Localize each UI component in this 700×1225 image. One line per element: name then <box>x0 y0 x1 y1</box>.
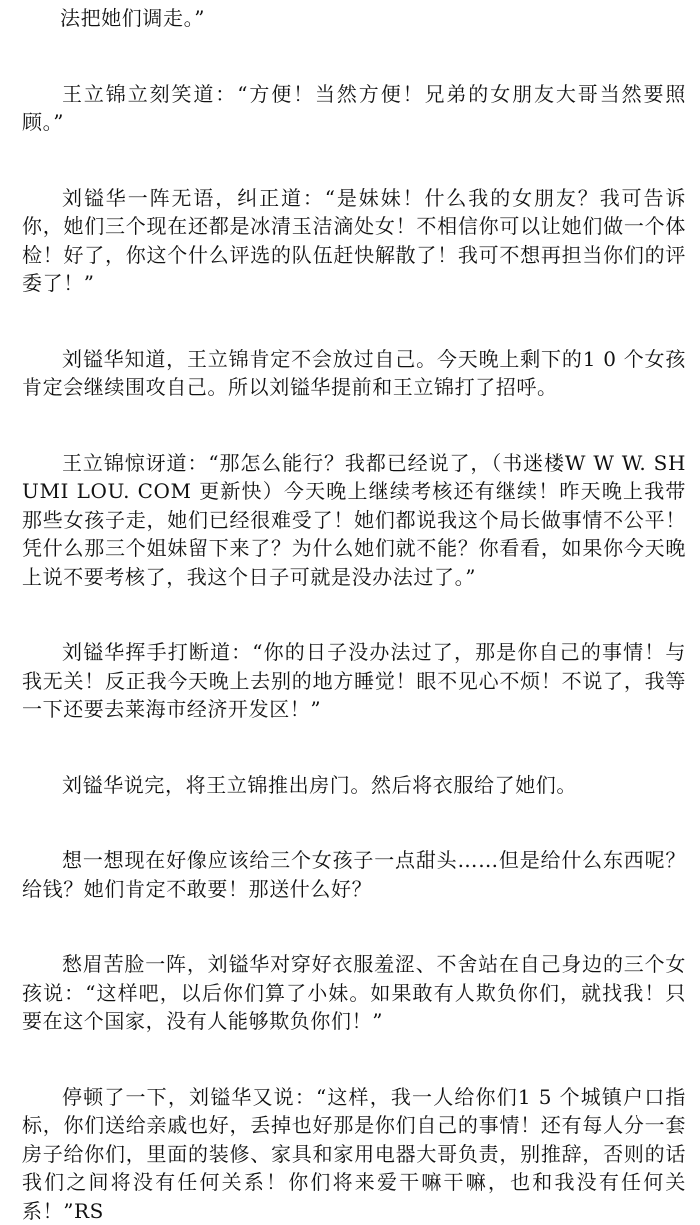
paragraph-6: 刘镒华挥手打断道：“你的日子没办法过了，那是你自己的事情！与我无关！反正我今天晚上去别的地方睡觉！眼不见心不烦！不说了，我等一下还要去莱海市经济开发区！” <box>22 638 686 724</box>
paragraph-3: 刘镒华一阵无语，纠正道：“是妹妹！什么我的女朋友？我可告诉你，她们三个现在还都是冰清玉洁滴处女！不相信你可以让她们做一个体检！好了，你这个什么评选的队伍赶快解散了！我可不想再担当你们的评委了！” <box>22 184 686 298</box>
paragraph-gap <box>22 1036 686 1083</box>
paragraph-10: 停顿了一下，刘镒华又说：“这样，我一人给你们1 5 个城镇户口指标，你们送给亲戚也好，丢掉也好那是你们自己的事情！还有每人分一套房子给你们，里面的装修、家具和家用电器大哥负责，别推辞，否则的话我们之间将没有任何关系！你们将来爱干嘛干嘛，也和我没有任何关系！”RS <box>22 1083 686 1225</box>
paragraph-2: 王立锦立刻笑道：“方便！当然方便！兄弟的女朋友大哥当然要照顾。” <box>22 80 686 137</box>
paragraph-8: 想一想现在好像应该给三个女孩子一点甜头……但是给什么东西呢？给钱？她们肯定不敢要！那送什么好？ <box>22 846 686 903</box>
paragraph-gap <box>22 591 686 638</box>
paragraph-4: 刘镒华知道，王立锦肯定不会放过自己。今天晚上剩下的1 0 个女孩肯定会继续围攻自己。所以刘镒华提前和王立锦打了招呼。 <box>22 345 686 402</box>
paragraph-gap <box>22 724 686 771</box>
paragraph-gap <box>22 298 686 345</box>
paragraph-gap <box>22 903 686 950</box>
paragraph-9: 愁眉苦脸一阵，刘镒华对穿好衣服羞涩、不舍站在自己身边的三个女孩说：“这样吧，以后你们算了小妹。如果敢有人欺负你们，就找我！只要在这个国家，没有人能够欺负你们！” <box>22 950 686 1036</box>
paragraph-gap <box>22 33 686 80</box>
paragraph-gap <box>22 137 686 184</box>
paragraph-1: 法把她们调走。” <box>22 4 686 33</box>
paragraph-7: 刘镒华说完，将王立锦推出房门。然后将衣服给了她们。 <box>22 771 686 800</box>
paragraph-gap <box>22 402 686 449</box>
novel-page <box>22 4 686 1194</box>
paragraph-5: 王立锦惊讶道：“那怎么能行？我都已经说了，（书迷楼W W W. SHUMI LOU. COM 更新快）今天晚上继续考核还有继续！昨天晚上我带那些女孩子走，她们已经很难受了！她们都说我这个局长做事情不公平！凭什么那三个姐妹留下来了？为什么她们就不能？你看看，如果你今天晚上说不要考核了，我这个日子可就是没办法过了。” <box>22 449 686 592</box>
paragraph-gap <box>22 799 686 846</box>
